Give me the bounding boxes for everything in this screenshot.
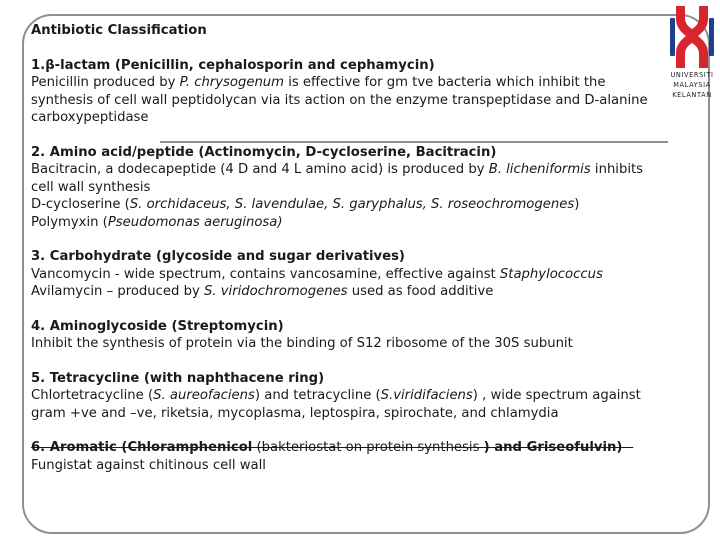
slide-content [31, 22, 691, 491]
section-aromatic [31, 439, 691, 474]
body-line: Inhibit the synthesis of protein via the binding of S12 ribosome of the 30S subunit [31, 336, 573, 351]
section-aminoglycoside [31, 318, 691, 353]
body-line: gram +ve and –ve, riketsia, mycoplasma, leptospira, spirochate, and chlamydia [31, 405, 559, 421]
text-run: ) , wide spectrum against [472, 388, 641, 403]
species-name: S. viridochromogenes [203, 284, 348, 299]
body-line: synthesis of cell wall peptidolycan via its action on the enzyme transpeptidase and D-alanine [31, 92, 648, 108]
body-line [31, 196, 691, 214]
heading-normal: (bakteriostat on protein synthesis [252, 440, 484, 455]
section-carbohydrate [31, 248, 691, 301]
section-amino-acid-peptide [31, 144, 691, 232]
slide-title: Antibiotic Classification [31, 23, 207, 38]
text-run: inhibits [590, 162, 644, 177]
species-name: Pseudomonas aeruginosa) [107, 214, 283, 230]
body-line [31, 283, 691, 301]
body-line: carboxypeptidase [31, 110, 149, 125]
body-line [31, 214, 691, 232]
section-heading: 5. Tetracycline (with naphthacene ring) [31, 370, 325, 386]
heading-number: 1. [31, 57, 46, 73]
section-tetracycline [31, 370, 691, 423]
section-heading: 2. Amino acid/peptide (Actinomycin, D-cycloserine, Bacitracin) [31, 144, 497, 160]
beta-symbol: β [45, 57, 55, 73]
body-line [31, 161, 691, 179]
species-name: S. orchidaceus, S. lavendulae, S. garyphalus, S. roseochromogenes [129, 197, 575, 212]
logo-line-3: KELANTAN [672, 91, 712, 99]
text-run: Chlortetracycline ( [31, 388, 154, 403]
section-heading [31, 57, 691, 75]
text-run: is effective for gm tve bacteria which inhibit the [284, 75, 606, 90]
logo-line-2: MALAYSIA [673, 81, 711, 89]
section-heading [31, 439, 691, 457]
species-name: Staphylococcus [499, 266, 603, 282]
heading-text: -lactam (Penicillin, cephalosporin and cephamycin) [54, 57, 435, 73]
section-heading: 3. Carbohydrate (glycoside and sugar derivatives) [31, 249, 405, 264]
body-line: Fungistat against chitinous cell wall [31, 457, 266, 473]
text-run: Vancomycin - wide spectrum, contains vancosamine, effective against [31, 266, 500, 282]
species-name: S.viridifaciens [380, 388, 473, 403]
body-line [31, 387, 691, 405]
logo-line-1: UNIVERSITI [670, 71, 714, 79]
heading-bold: 6. Aromatic (Chloramphenicol [31, 440, 253, 455]
species-name: S. aureofaciens [153, 388, 255, 403]
body-line: cell wall synthesis [31, 179, 151, 195]
heading-bold: ) and Griseofulvin) [483, 440, 623, 455]
text-run: D-cycloserine ( [31, 197, 130, 212]
heading-dash: – [622, 440, 634, 455]
text-run: Penicillin produced by [31, 75, 180, 90]
species-name: B. licheniformis [488, 162, 591, 177]
text-run: Polymyxin ( [31, 214, 108, 230]
text-run: Bacitracin, a dodecapeptide (4 D and 4 L amino acid) is produced by [31, 162, 489, 177]
text-run: ) and tetracycline ( [254, 388, 381, 403]
text-run: Avilamycin – produced by [31, 284, 204, 299]
section-heading: 4. Aminoglycoside (Streptomycin) [31, 318, 284, 334]
species-name: P. chrysogenum [179, 75, 285, 90]
section-beta-lactam [31, 57, 691, 127]
text-run: used as food additive [347, 284, 494, 299]
text-run: ) [574, 197, 580, 212]
body-line [31, 266, 691, 284]
body-line [31, 74, 691, 92]
